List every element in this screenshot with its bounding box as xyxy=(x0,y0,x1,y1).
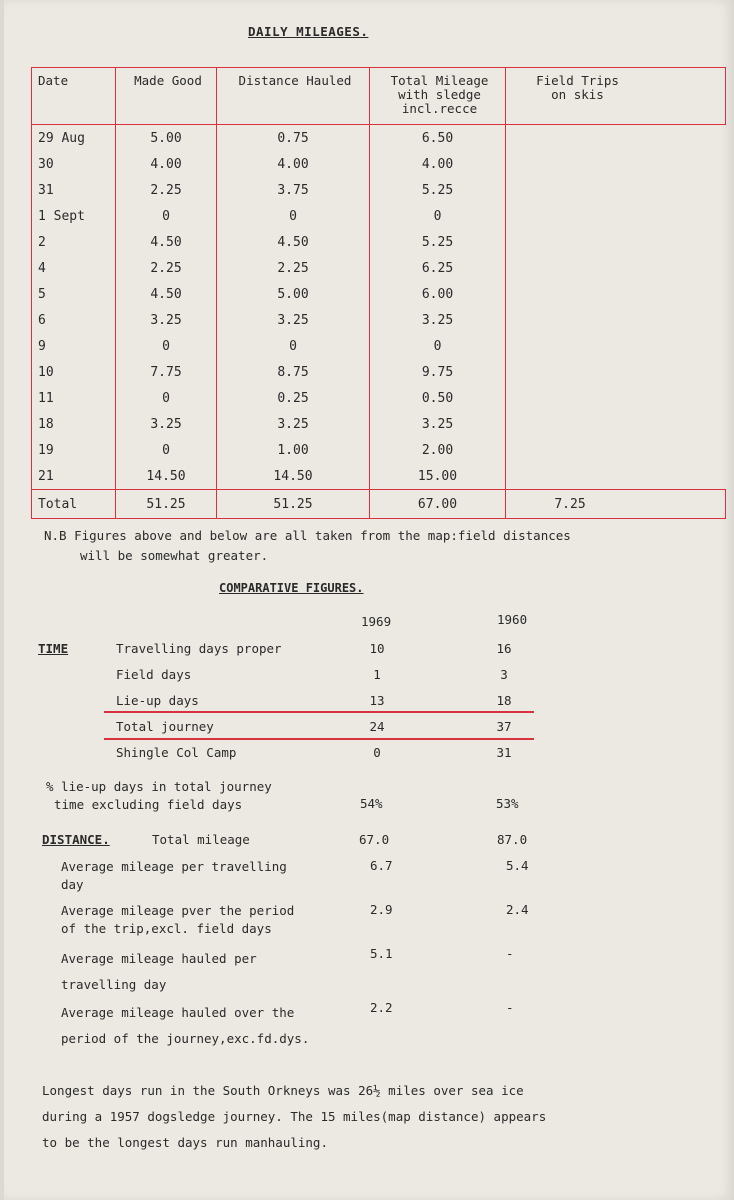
time-row-1969: 13 xyxy=(369,693,385,708)
cell-date: 29 Aug xyxy=(32,125,116,152)
distance-row-line-2: of the trip,excl. field days xyxy=(61,921,272,936)
time-row-label: Field days xyxy=(116,667,192,682)
cell-total-mileage: 6.00 xyxy=(370,281,506,307)
cell-total-mileage: 5.25 xyxy=(370,177,506,203)
cell-distance-hauled: 14.50 xyxy=(217,463,370,490)
distance-row-1969: 2.2 xyxy=(370,1000,393,1015)
cell-distance-hauled: 1.00 xyxy=(217,437,370,463)
total-distance-hauled: 51.25 xyxy=(217,490,370,519)
cell-distance-hauled: 3.75 xyxy=(217,177,370,203)
footer-line-2: during a 1957 dogsledge journey. The 15 miles(map distance) appears xyxy=(42,1109,547,1124)
time-row-1960: 3 xyxy=(500,667,508,682)
cell-made-good: 2.25 xyxy=(116,255,217,281)
header-field-trips: Field Trips on skis xyxy=(506,68,726,125)
table-row xyxy=(32,125,726,152)
cell-total-mileage: 0 xyxy=(370,203,506,229)
table-row xyxy=(32,385,726,411)
header-distance-hauled: Distance Hauled xyxy=(217,68,370,125)
cell-made-good: 2.25 xyxy=(116,177,217,203)
footer-note xyxy=(42,1078,546,1156)
header-total-mileage: Total Mileage with sledge incl.recce xyxy=(370,68,506,125)
document-page xyxy=(4,0,734,1200)
cell-date: 9 xyxy=(32,333,116,359)
header-date: Date xyxy=(32,68,116,125)
pct-1969: 54% xyxy=(360,796,383,811)
table-row xyxy=(32,177,726,203)
total-label: Total xyxy=(32,490,116,519)
time-row-label: Total journey xyxy=(116,719,214,734)
cell-distance-hauled: 0.75 xyxy=(217,125,370,152)
table-total-row xyxy=(32,490,726,519)
table-row xyxy=(32,255,726,281)
year-1969: 1969 xyxy=(361,614,392,629)
total-field-trips xyxy=(506,490,726,519)
year-1960: 1960 xyxy=(497,612,528,627)
total-rule-bottom xyxy=(104,738,534,740)
distance-row-1969: 6.7 xyxy=(370,858,393,873)
daily-mileage-table xyxy=(31,67,726,519)
cell-made-good: 0 xyxy=(116,437,217,463)
cell-date: 4 xyxy=(32,255,116,281)
cell-distance-hauled: 3.25 xyxy=(217,411,370,437)
time-row-1960: 37 xyxy=(496,719,512,734)
cell-total-mileage: 6.25 xyxy=(370,255,506,281)
distance-row-1969: 2.9 xyxy=(370,902,393,917)
time-row-label: Lie-up days xyxy=(116,693,199,708)
distance-row-line-1: Average mileage pver the period xyxy=(61,903,295,918)
cell-date: 2 xyxy=(32,229,116,255)
cell-made-good: 7.75 xyxy=(116,359,217,385)
cell-total-mileage: 0 xyxy=(370,333,506,359)
pct-label-line-2: time excluding field days xyxy=(54,797,243,812)
cell-date: 11 xyxy=(32,385,116,411)
total-rule-top xyxy=(104,711,534,713)
cell-made-good: 0 xyxy=(116,203,217,229)
time-label: TIME xyxy=(38,641,69,656)
cell-total-mileage: 3.25 xyxy=(370,411,506,437)
table-row xyxy=(32,307,726,333)
pct-label-line-1: % lie-up days in total journey xyxy=(46,779,272,794)
cell-made-good: 0 xyxy=(116,333,217,359)
cell-made-good: 4.00 xyxy=(116,151,217,177)
distance-label: DISTANCE. xyxy=(42,832,110,847)
cell-total-mileage: 15.00 xyxy=(370,463,506,490)
cell-made-good: 3.25 xyxy=(116,307,217,333)
table-header-row xyxy=(32,68,726,125)
nb-line-1: N.B Figures above and below are all taken from the map:field distances xyxy=(44,528,571,543)
cell-distance-hauled: 0 xyxy=(217,203,370,229)
time-row-1969: 10 xyxy=(369,641,385,656)
distance-row-label xyxy=(61,858,287,894)
footer-line-3: to be the longest days run manhauling. xyxy=(42,1135,328,1150)
cell-made-good: 4.50 xyxy=(116,281,217,307)
comparative-title: COMPARATIVE FIGURES. xyxy=(219,581,364,595)
cell-date: 6 xyxy=(32,307,116,333)
cell-total-mileage: 9.75 xyxy=(370,359,506,385)
distance-row-label xyxy=(61,902,294,938)
time-row-1969: 0 xyxy=(373,745,381,760)
cell-date: 19 xyxy=(32,437,116,463)
total-made-good: 51.25 xyxy=(116,490,217,519)
table-row xyxy=(32,411,726,437)
table-row xyxy=(32,203,726,229)
table-row xyxy=(32,333,726,359)
distance-row-1960: - xyxy=(506,946,514,961)
header-made-good: Made Good xyxy=(116,68,217,125)
table-row xyxy=(32,281,726,307)
distance-row-line-1: Average mileage per travelling xyxy=(61,859,287,874)
distance-row-label xyxy=(61,946,257,998)
nb-note xyxy=(44,526,571,566)
cell-distance-hauled: 0.25 xyxy=(217,385,370,411)
cell-date: 30 xyxy=(32,151,116,177)
time-row-1960: 18 xyxy=(496,693,512,708)
time-row-1960: 16 xyxy=(496,641,512,656)
cell-made-good: 3.25 xyxy=(116,411,217,437)
distance-row-1960: - xyxy=(506,1000,514,1015)
cell-made-good: 0 xyxy=(116,385,217,411)
cell-total-mileage: 2.00 xyxy=(370,437,506,463)
distance-row-1960: 2.4 xyxy=(506,902,529,917)
distance-row-label xyxy=(61,1000,309,1052)
total-field-value: 7.25 xyxy=(554,496,586,512)
total-mileage-1969: 67.0 xyxy=(359,832,390,847)
table-row xyxy=(32,437,726,463)
cell-date: 5 xyxy=(32,281,116,307)
cell-distance-hauled: 2.25 xyxy=(217,255,370,281)
cell-date: 18 xyxy=(32,411,116,437)
distance-row-line-2: travelling day xyxy=(61,977,167,992)
cell-total-mileage: 5.25 xyxy=(370,229,506,255)
cell-made-good: 14.50 xyxy=(116,463,217,490)
pct-1960: 53% xyxy=(496,796,519,811)
cell-distance-hauled: 3.25 xyxy=(217,307,370,333)
cell-total-mileage: 4.00 xyxy=(370,151,506,177)
cell-made-good: 4.50 xyxy=(116,229,217,255)
cell-made-good: 5.00 xyxy=(116,125,217,152)
cell-distance-hauled: 8.75 xyxy=(217,359,370,385)
nb-line-2: will be somewhat greater. xyxy=(80,548,269,563)
distance-row-1969: 5.1 xyxy=(370,946,393,961)
cell-date: 21 xyxy=(32,463,116,490)
table-row xyxy=(32,229,726,255)
footer-line-1: Longest days run in the South Orkneys was 26½ miles over sea ice xyxy=(42,1083,524,1098)
cell-total-mileage: 6.50 xyxy=(370,125,506,152)
distance-row-1960: 5.4 xyxy=(506,858,529,873)
cell-date: 31 xyxy=(32,177,116,203)
distance-row-line-2: day xyxy=(61,877,84,892)
total-mileage: 67.00 xyxy=(370,490,506,519)
pct-lieup-label xyxy=(46,778,272,814)
total-mileage-1960: 87.0 xyxy=(497,832,528,847)
page-title: DAILY MILEAGES. xyxy=(248,24,369,39)
cell-date: 1 Sept xyxy=(32,203,116,229)
table-body xyxy=(32,125,726,519)
cell-total-mileage: 0.50 xyxy=(370,385,506,411)
table-row xyxy=(32,463,726,490)
time-row-1969: 24 xyxy=(369,719,385,734)
distance-row-line-1: Average mileage hauled over the xyxy=(61,1005,295,1020)
cell-distance-hauled: 5.00 xyxy=(217,281,370,307)
cell-date: 10 xyxy=(32,359,116,385)
time-row-label: Travelling days proper xyxy=(116,641,282,656)
time-row-1969: 1 xyxy=(373,667,381,682)
cell-distance-hauled: 4.50 xyxy=(217,229,370,255)
distance-row-line-1: Average mileage hauled per xyxy=(61,951,257,966)
table-row xyxy=(32,359,726,385)
cell-distance-hauled: 4.00 xyxy=(217,151,370,177)
total-mileage-label: Total mileage xyxy=(152,832,250,847)
table-row xyxy=(32,151,726,177)
distance-row-line-2: period of the journey,exc.fd.dys. xyxy=(61,1031,310,1046)
time-row-label: Shingle Col Camp xyxy=(116,745,237,760)
cell-distance-hauled: 0 xyxy=(217,333,370,359)
time-row-1960: 31 xyxy=(496,745,512,760)
cell-total-mileage: 3.25 xyxy=(370,307,506,333)
